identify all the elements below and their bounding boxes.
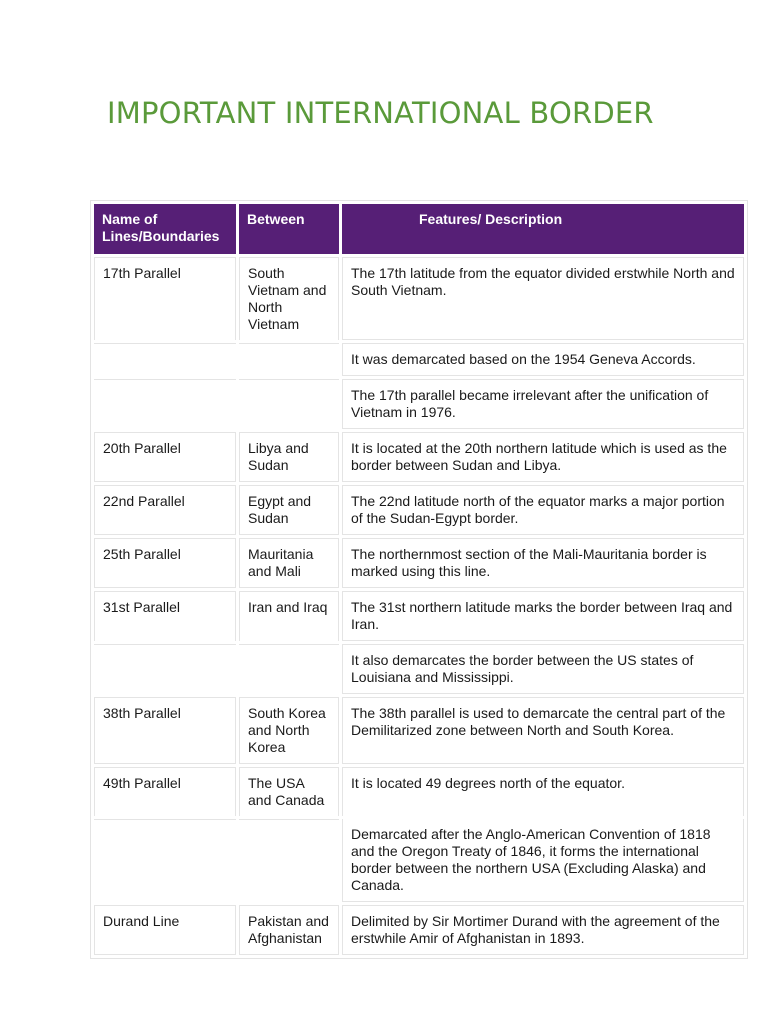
line-name: 17th Parallel [94,257,236,340]
description: The 38th parallel is used to demarcate the central part of the Demilitarized zone between North and South Korea. [342,697,744,764]
empty-cell [94,343,236,376]
table-row [94,819,744,902]
table-row [94,905,744,955]
empty-cell [239,343,339,376]
line-name: 20th Parallel [94,432,236,482]
between-countries: Iran and Iraq [239,591,339,641]
table-row [94,538,744,588]
line-name: 22nd Parallel [94,485,236,535]
table-row [94,432,744,482]
description: The northernmost section of the Mali-Mauritania border is marked using this line. [342,538,744,588]
description: The 22nd latitude north of the equator marks a major portion of the Sudan-Egypt border. [342,485,744,535]
description: It was demarcated based on the 1954 Geneva Accords. [342,343,744,376]
empty-cell [239,819,339,902]
description: The 17th latitude from the equator divided erstwhile North and South Vietnam. [342,257,744,340]
empty-cell [94,819,236,902]
table-header [94,204,744,254]
line-name: 38th Parallel [94,697,236,764]
table-row [94,644,744,694]
description: Demarcated after the Anglo-American Convention of 1818 and the Oregon Treaty of 1846, it forms the international border between the northern USA (Excluding Alaska) and Canada. [342,819,744,902]
empty-cell [239,379,339,429]
table-row [94,767,744,816]
between-countries: South Vietnam and North Vietnam [239,257,339,340]
header-row [94,204,744,254]
between-countries: The USA and Canada [239,767,339,816]
table-row [94,379,744,429]
between-countries: South Korea and North Korea [239,697,339,764]
table-row [94,343,744,376]
between-countries: Libya and Sudan [239,432,339,482]
page-title: IMPORTANT INTERNATIONAL BORDER [107,96,654,130]
table-row [94,485,744,535]
empty-cell [94,379,236,429]
description: It also demarcates the border between the US states of Louisiana and Mississippi. [342,644,744,694]
description: The 31st northern latitude marks the border between Iraq and Iran. [342,591,744,641]
table-row [94,257,744,340]
table-row [94,697,744,764]
between-countries: Egypt and Sudan [239,485,339,535]
line-name: Durand Line [94,905,236,955]
header-name: Name of Lines/Boundaries [94,204,236,254]
header-between: Between [239,204,339,254]
description: Delimited by Sir Mortimer Durand with the agreement of the erstwhile Amir of Afghanistan in 1893. [342,905,744,955]
borders-table [90,200,748,959]
description: The 17th parallel became irrelevant after the unification of Vietnam in 1976. [342,379,744,429]
table-body [94,257,744,955]
line-name: 25th Parallel [94,538,236,588]
empty-cell [239,644,339,694]
line-name: 49th Parallel [94,767,236,816]
between-countries: Pakistan and Afghanistan [239,905,339,955]
line-name: 31st Parallel [94,591,236,641]
description: It is located 49 degrees north of the equator. [342,767,744,816]
description: It is located at the 20th northern latitude which is used as the border between Sudan and Libya. [342,432,744,482]
header-description: Features/ Description [342,204,744,254]
empty-cell [94,644,236,694]
table-row [94,591,744,641]
between-countries: Mauritania and Mali [239,538,339,588]
